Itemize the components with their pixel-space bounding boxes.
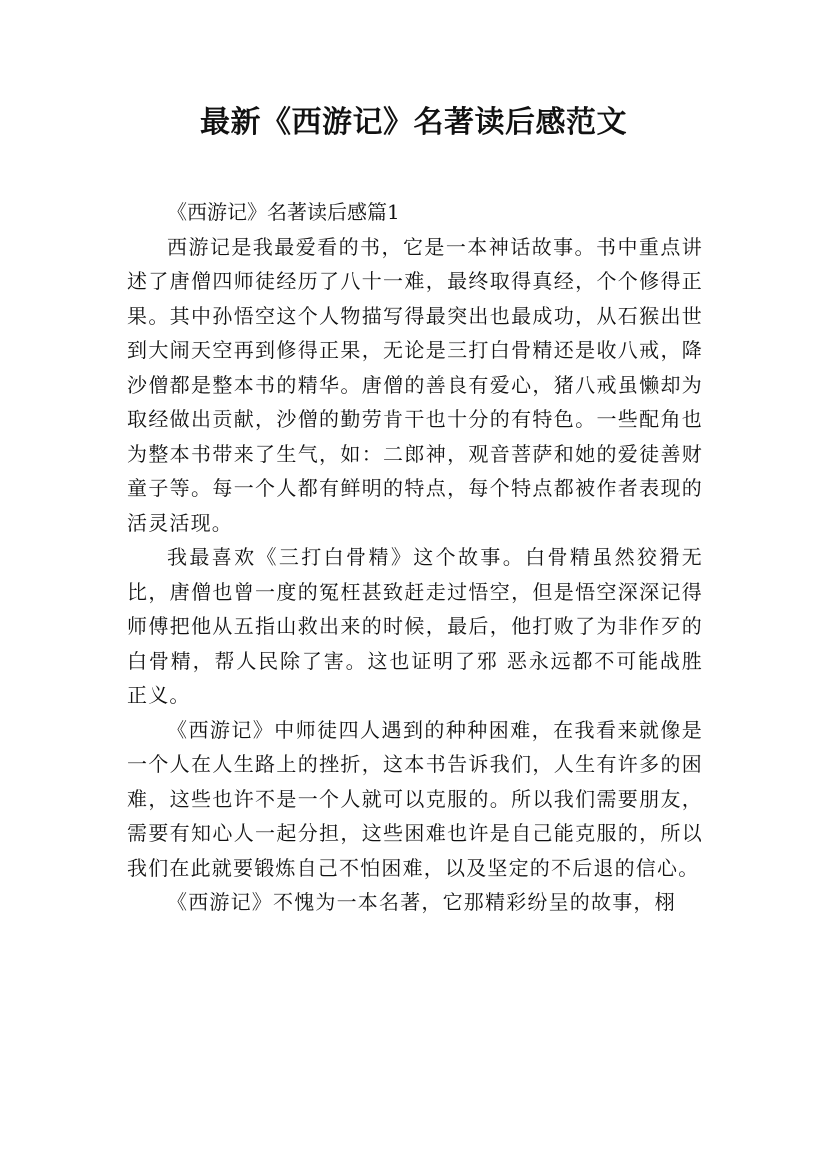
document-body (127, 195, 703, 920)
paragraph-3: 《西游记》中师徒四人遇到的种种困难，在我看来就像是一个人在人生路上的挫折，这本书告诉我们，人生有许多的困难，这些也许不是一个人就可以克服的。所以我们需要朋友，需要有知心人一起分担，这些困难也许是自己能克服的，所以我们在此就要锻炼自己不怕困难，以及坚定的不后退的信心。 (127, 717, 703, 880)
section-heading: 《西游记》名著读后感篇1 (167, 200, 400, 224)
document-title: 最新《西游记》名著读后感范文 (200, 105, 627, 140)
paragraph-2: 我最喜欢《三打白骨精》这个故事。白骨精虽然狡猾无比，唐僧也曾一度的冤枉甚致赶走过悟空，但是悟空深深记得师傅把他从五指山救出来的时候，最后，他打败了为非作歹的白骨精，帮人民除了害。这也证明了邪 恶永远都不可能战胜正义。 (127, 545, 703, 707)
paragraph-1: 西游记是我最爱看的书，它是一本神话故事。书中重点讲述了唐僧四师徒经历了八十一难，最终取得真经，个个修得正果。其中孙悟空这个人物描写得最突出也最成功，从石猴出世到大闹天空再到修得正果，无论是三打白骨精还是收八戒，降沙僧都是整本书的精华。唐僧的善良有爱心，猪八戒虽懒却为取经做出贡献，沙僧的勤劳肯干也十分的有特色。一些配角也为整本书带来了生气，如：二郎神，观音菩萨和她的爱徒善财童子等。每一个人都有鲜明的特点，每个特点都被作者表现的活灵活现。 (127, 234, 703, 535)
paragraph-4: 《西游记》不愧为一本名著，它那精彩纷呈的故事，栩 (167, 890, 676, 914)
